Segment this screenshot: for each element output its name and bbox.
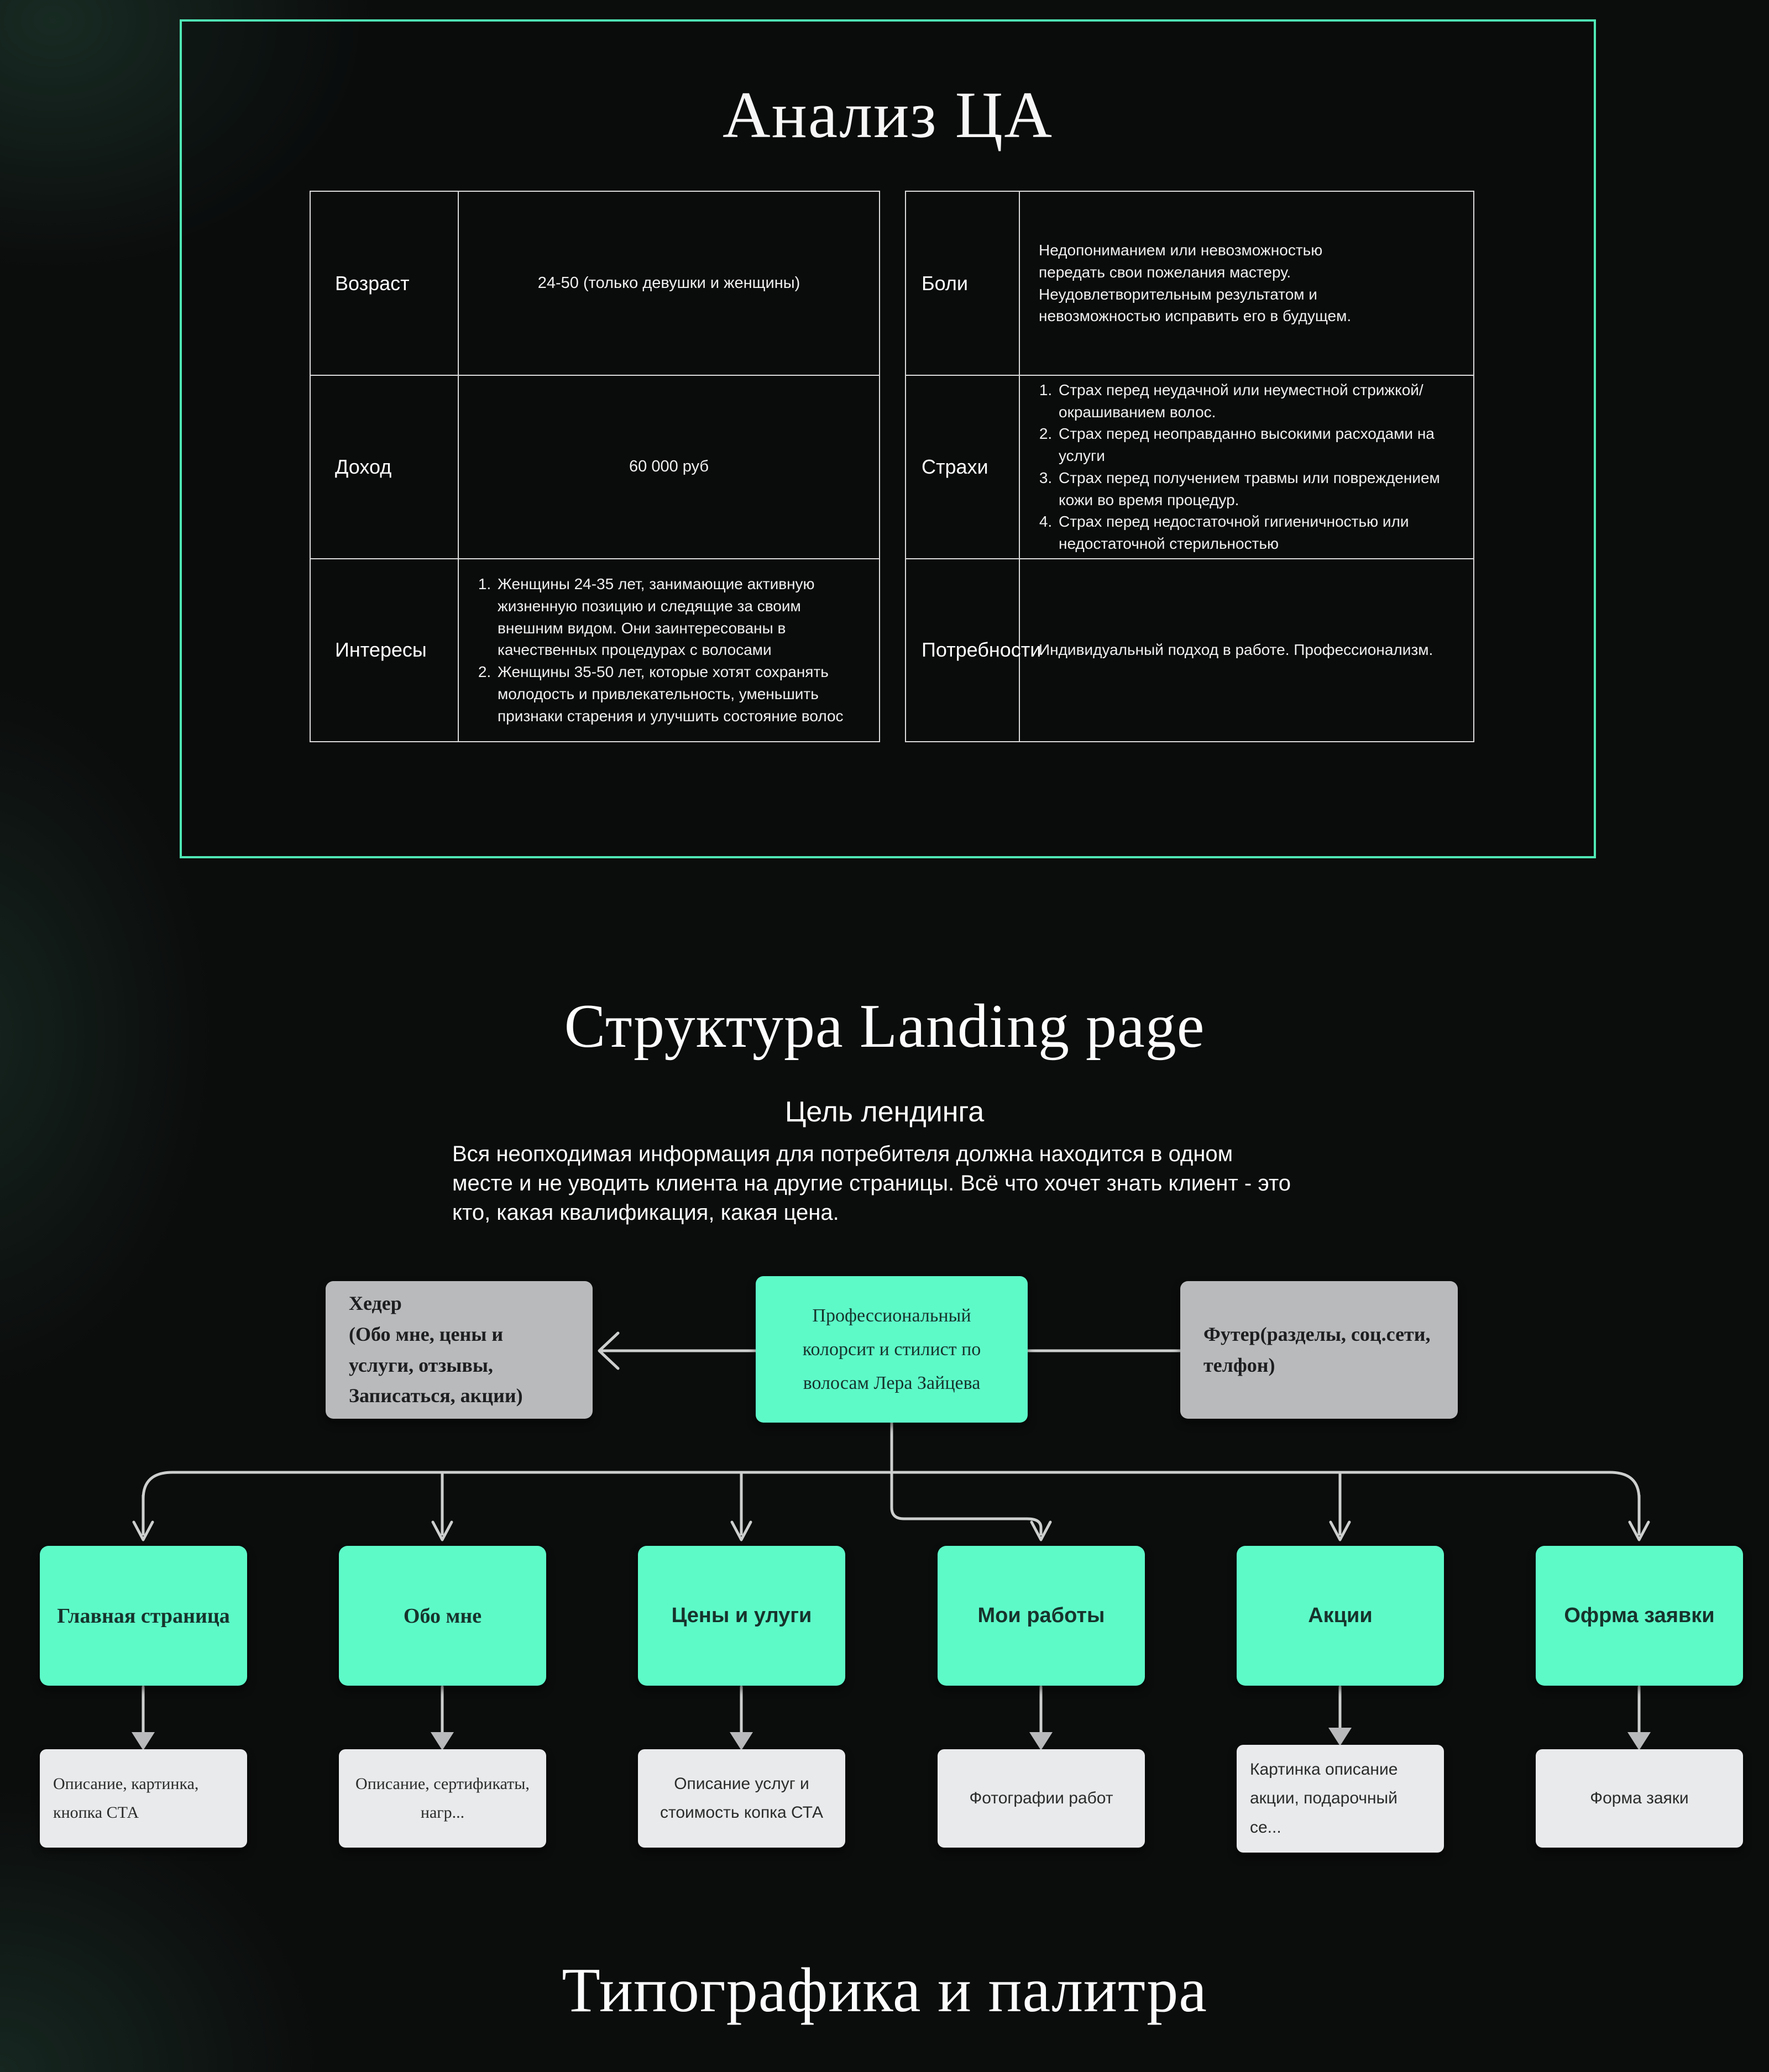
arrow-down-icon [433,1522,452,1540]
list-item: 2. Женщины 35-50 лет, которые хотят сохранять молодость и привлекательность, уменьшить признаки старения и улучшить состояние волос [495,661,865,727]
row-label: Боли [906,192,1020,375]
level3-box-about-content: Описание, сертификаты, нагр... [339,1749,546,1848]
row-value: 24-50 (только девушки и женщины) [537,274,800,292]
arrow-left-icon [599,1333,618,1368]
arrow-down-icon [132,1732,155,1750]
row-label: Страхи [906,375,1020,558]
arrow-down-icon [732,1522,751,1540]
flow-header-box-title: Хедер [349,1292,402,1314]
row-label: Возраст [311,192,459,375]
list-item: 3. Страх перед получением травмы или повреждением кожи во время процедур. [1056,467,1459,511]
row-value [1020,375,1473,558]
level2-box-request-form: Офрма заявки [1536,1546,1743,1686]
row-label: Потребности [906,558,1020,741]
flow-center-box: Профессиональный колорсит и стилист по волосам Лера Зайцева [756,1276,1028,1423]
row-value: 60 000 руб [459,375,879,558]
audience-table-left [310,191,880,742]
row-label: Доход [311,375,459,558]
row-value [459,558,879,741]
fears-list [1020,379,1473,555]
level3-box-main-content: Описание, картинка, кнопка СТА [40,1749,247,1848]
level2-box-promos: Акции [1237,1546,1444,1686]
flow-header-box [326,1281,593,1419]
level3-box-promos-content: Картинка описание акции, подарочный се... [1237,1745,1444,1853]
structure-goal-paragraph: Вся неопходимая информация для потребителя должна находится в одном месте и не уводить клиента на другие страницы. Всё что хочет знать клиент - это кто, какая квалификация, какая цена. [452,1142,1291,1225]
flow-header-box-sub: (Обо мне, цены и услуги, отзывы, Записаться, акции) [349,1323,523,1407]
interests-list [459,573,879,727]
list-item: 1. Женщины 24-35 лет, занимающие активную жизненную позицию и следящие за своим внешним видом. Они заинтересованы в качественных процедурах с волосами [495,573,865,661]
arrow-down-icon [730,1732,753,1750]
level2-box-prices: Цены и улуги [638,1546,845,1686]
arrow-down-icon [1032,1522,1050,1540]
arrow-down-icon [1328,1728,1352,1746]
arrow-down-icon [1029,1732,1053,1750]
typography-title: Типографика и палитра [562,1955,1207,2025]
flow-footer-box: Футер(разделы, соц.сети, телфон) [1180,1281,1458,1419]
level3-box-prices-content: Описание услуг и стоимость копка СТА [638,1749,845,1848]
list-item: 4. Страх перед недостаточной гигиеничностью или недостаточной стерильностью [1056,511,1459,555]
arrow-down-icon [1627,1732,1651,1750]
arrow-down-icon [1331,1522,1349,1540]
structure-subtitle: Цель лендинга [784,1096,985,1128]
audience-table-right [905,191,1474,742]
list-item: 1. Страх перед неудачной или неуместной стрижкой/окрашиванием волос. [1056,379,1459,423]
row-value: Индивидуальный подход в работе. Профессионализм. [1020,558,1473,741]
level3-box-works-content: Фотографии работ [938,1749,1145,1848]
arrow-down-icon [134,1522,153,1540]
structure-title: Структура Landing page [564,992,1205,1061]
arrow-down-icon [431,1732,454,1750]
level3-box-form-content: Форма заяки [1536,1749,1743,1848]
level2-box-main-page: Главная страница [40,1546,247,1686]
analysis-title: Анализ ЦА [722,78,1054,151]
arrow-down-icon [1630,1522,1648,1540]
level2-box-about: Обо мне [339,1546,546,1686]
row-value: Недопониманием или невозможностью передать свои пожелания мастеру. Неудовлетворительным результатом и невозможностью исправить его в будущем. [1039,242,1352,325]
list-item: 2. Страх перед неоправданно высокими расходами на услуги [1056,423,1459,467]
row-label: Интересы [311,558,459,741]
level2-box-works: Мои работы [938,1546,1145,1686]
